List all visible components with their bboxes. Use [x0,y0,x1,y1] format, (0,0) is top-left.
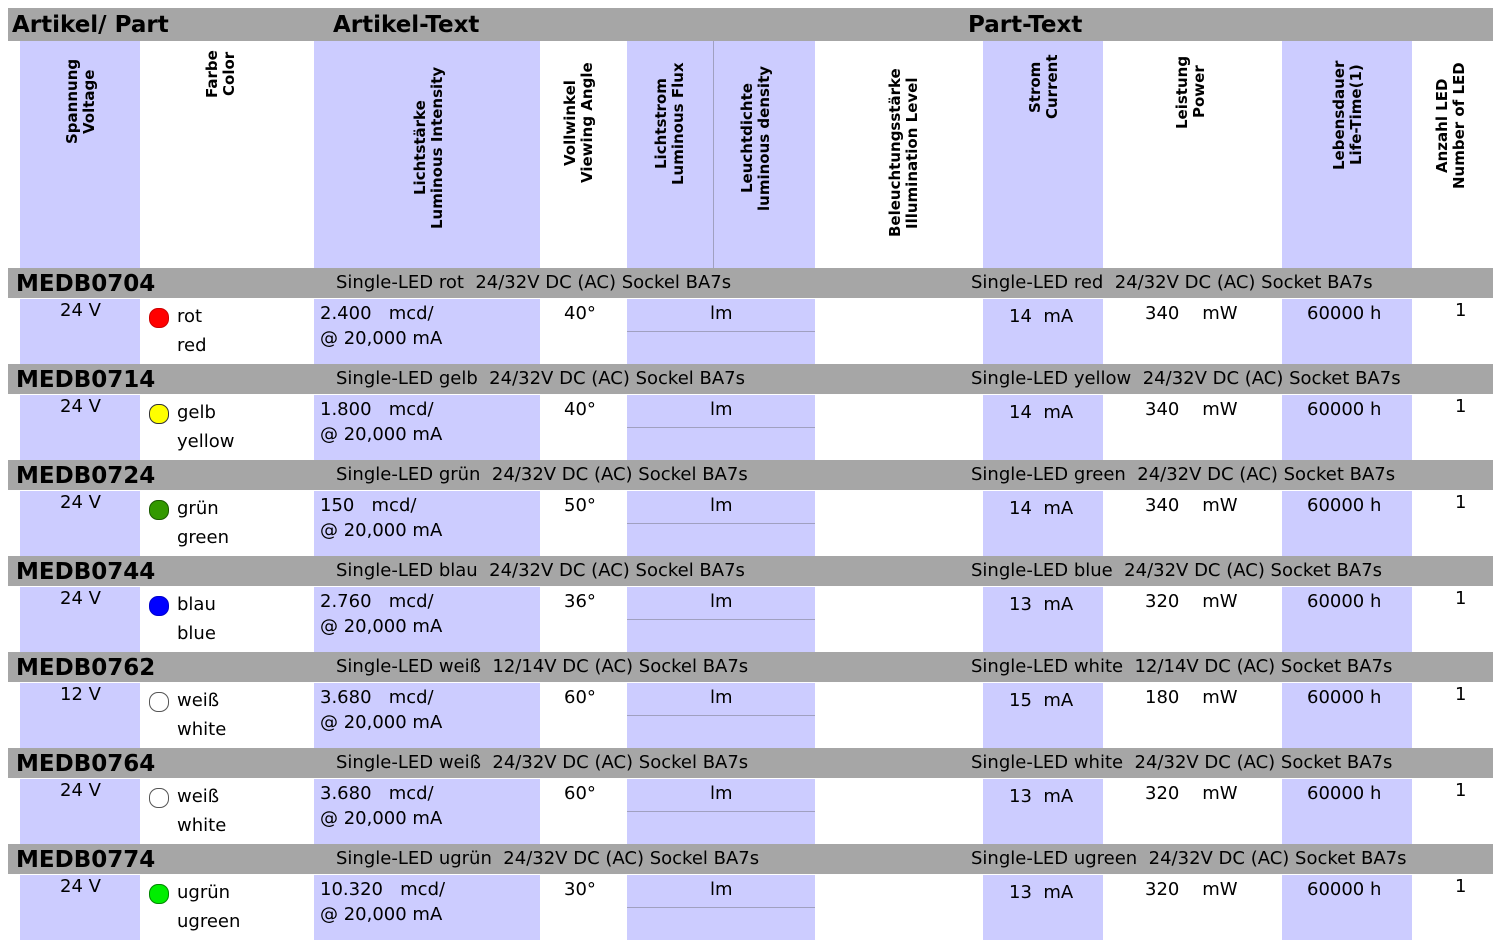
cell-current: 13 mA [1009,786,1074,807]
cell-count: 1 [1455,876,1467,897]
article-text-de: Single-LED rot 24/32V DC (AC) Sockel BA7s [336,272,732,293]
article-code: MEDB0762 [16,655,156,681]
cell-color-de: blau [177,594,216,615]
article-text-de: Single-LED grün 24/32V DC (AC) Sockel BA7s [336,464,748,485]
cell-lifetime: 60000 h [1307,783,1382,804]
header-current-wrap [983,45,1103,265]
cell-voltage: 24 V [60,780,101,801]
header-angle-wrap [540,45,627,265]
header-count-wrap [1412,45,1493,265]
flux-divider [627,523,815,524]
cell-intensity: 3.680 mcd/ [320,783,434,804]
header-lifetime: Lebensdauer Life-Time(1) [1330,60,1365,170]
cell-flux: lm [710,687,733,708]
cell-lifetime: 60000 h [1307,495,1382,516]
flux-divider [627,427,815,428]
part-text-en: Single-LED green 24/32V DC (AC) Socket BA7s [971,464,1396,485]
cell-angle: 40° [564,303,596,324]
cell-current: 13 mA [1009,882,1074,903]
cell-lifetime: 60000 h [1307,303,1382,324]
header-angle: Vollwinkel Viewing Angle [561,62,596,184]
cell-current: 14 mA [1009,306,1074,327]
header-bar [8,8,1493,41]
cell-color-en: white [177,815,227,836]
flux-divider [627,811,815,812]
cell-angle: 50° [564,495,596,516]
cell-power: 340 mW [1145,303,1238,324]
cell-intensity-condition: @ 20,000 mA [320,904,443,925]
cell-voltage: 24 V [60,588,101,609]
header-intensity: Lichtstärke Luminous Intensity [411,66,446,230]
cell-current: 14 mA [1009,402,1074,423]
cell-power: 320 mW [1145,591,1238,612]
header-group-artikel-text: Artikel-Text [333,12,480,38]
header-power-wrap [1103,45,1282,265]
cell-voltage: 24 V [60,492,101,513]
cell-power: 180 mW [1145,687,1238,708]
header-count: Anzahl LED Number of LED [1433,62,1468,190]
flux-divider [627,331,815,332]
cell-color-en: white [177,719,227,740]
part-text-en: Single-LED yellow 24/32V DC (AC) Socket BA7s [971,368,1401,389]
article-text-de: Single-LED weiß 24/32V DC (AC) Sockel BA7s [336,752,749,773]
cell-color-de: rot [177,306,203,327]
cell-count: 1 [1455,300,1467,321]
cell-color-de: weiß [177,786,220,807]
cell-intensity-condition: @ 20,000 mA [320,328,443,349]
cell-intensity: 10.320 mcd/ [320,879,446,900]
cell-power: 320 mW [1145,879,1238,900]
article-text-de: Single-LED weiß 12/14V DC (AC) Sockel BA7s [336,656,749,677]
cell-power: 320 mW [1145,783,1238,804]
cell-angle: 40° [564,399,596,420]
cell-power: 340 mW [1145,399,1238,420]
led-color-dot-icon [149,404,169,424]
cell-flux: lm [710,879,733,900]
header-flux: Lichtstrom Luminous Flux [652,62,687,186]
cell-angle: 60° [564,783,596,804]
led-color-dot-icon [149,596,169,616]
cell-color-de: weiß [177,690,220,711]
cell-flux: lm [710,783,733,804]
cell-lifetime: 60000 h [1307,399,1382,420]
header-illumination: Beleuchtungsstärke Illumination Level [886,68,921,238]
header-density: Leuchtdichte luminous density [738,65,773,211]
cell-intensity-condition: @ 20,000 mA [320,712,443,733]
header-lifetime-wrap [1282,45,1412,265]
cell-count: 1 [1455,780,1467,801]
cell-current: 14 mA [1009,498,1074,519]
header-color-wrap [140,45,314,265]
cell-color-en: green [177,527,229,548]
article-text-de: Single-LED blau 24/32V DC (AC) Sockel BA7s [336,560,745,581]
cell-flux: lm [710,495,733,516]
header-power: Leistung Power [1173,55,1208,129]
part-text-en: Single-LED blue 24/32V DC (AC) Socket BA7s [971,560,1383,581]
cell-intensity: 2.400 mcd/ [320,303,434,324]
cell-voltage: 24 V [60,396,101,417]
cell-angle: 60° [564,687,596,708]
flux-divider [627,619,815,620]
cell-voltage: 24 V [60,876,101,897]
header-group-part: Artikel/ Part [12,12,169,38]
cell-lifetime: 60000 h [1307,687,1382,708]
article-code: MEDB0704 [16,271,156,297]
cell-count: 1 [1455,492,1467,513]
cell-lifetime: 60000 h [1307,591,1382,612]
cell-color-de: grün [177,498,219,519]
header-density-wrap [713,45,815,265]
article-code: MEDB0744 [16,559,156,585]
led-color-dot-icon [149,500,169,520]
cell-color-en: red [177,335,207,356]
part-text-en: Single-LED white 12/14V DC (AC) Socket BA7s [971,656,1393,677]
led-color-dot-icon [149,692,169,712]
flux-divider [627,715,815,716]
led-color-dot-icon [149,788,169,808]
article-code: MEDB0724 [16,463,156,489]
led-color-dot-icon [149,308,169,328]
cell-color-de: ugrün [177,882,231,903]
cell-intensity: 2.760 mcd/ [320,591,434,612]
cell-intensity-condition: @ 20,000 mA [320,616,443,637]
cell-color-de: gelb [177,402,216,423]
header-voltage-wrap [20,45,140,265]
article-code: MEDB0774 [16,847,156,873]
cell-color-en: blue [177,623,216,644]
flux-divider [627,907,815,908]
header-voltage: Spannung Voltage [63,58,98,145]
header-current: Strom Current [1026,54,1061,120]
cell-intensity-condition: @ 20,000 mA [320,520,443,541]
cell-flux: lm [710,399,733,420]
cell-intensity-condition: @ 20,000 mA [320,808,443,829]
cell-count: 1 [1455,396,1467,417]
header-flux-wrap [627,45,713,265]
cell-flux: lm [710,591,733,612]
header-group-part-text: Part-Text [968,12,1083,38]
cell-count: 1 [1455,588,1467,609]
cell-color-en: yellow [177,431,235,452]
article-text-de: Single-LED ugrün 24/32V DC (AC) Sockel BA7s [336,848,760,869]
cell-current: 13 mA [1009,594,1074,615]
cell-power: 340 mW [1145,495,1238,516]
cell-flux: lm [710,303,733,324]
cell-angle: 36° [564,591,596,612]
article-code: MEDB0714 [16,367,156,393]
cell-lifetime: 60000 h [1307,879,1382,900]
cell-intensity: 3.680 mcd/ [320,687,434,708]
cell-intensity: 1.800 mcd/ [320,399,434,420]
part-text-en: Single-LED red 24/32V DC (AC) Socket BA7s [971,272,1373,293]
article-text-de: Single-LED gelb 24/32V DC (AC) Sockel BA7s [336,368,745,389]
cell-voltage: 24 V [60,300,101,321]
cell-intensity: 150 mcd/ [320,495,417,516]
part-text-en: Single-LED white 24/32V DC (AC) Socket BA7s [971,752,1393,773]
article-code: MEDB0764 [16,751,156,777]
header-color: Farbe Color [203,50,238,98]
header-illumination-wrap [815,45,983,265]
cell-color-en: ugreen [177,911,241,932]
cell-angle: 30° [564,879,596,900]
cell-intensity-condition: @ 20,000 mA [320,424,443,445]
led-color-dot-icon [149,884,169,904]
header-intensity-wrap [314,45,540,265]
cell-count: 1 [1455,684,1467,705]
cell-current: 15 mA [1009,690,1074,711]
cell-voltage: 12 V [60,684,101,705]
part-text-en: Single-LED ugreen 24/32V DC (AC) Socket BA7s [971,848,1407,869]
